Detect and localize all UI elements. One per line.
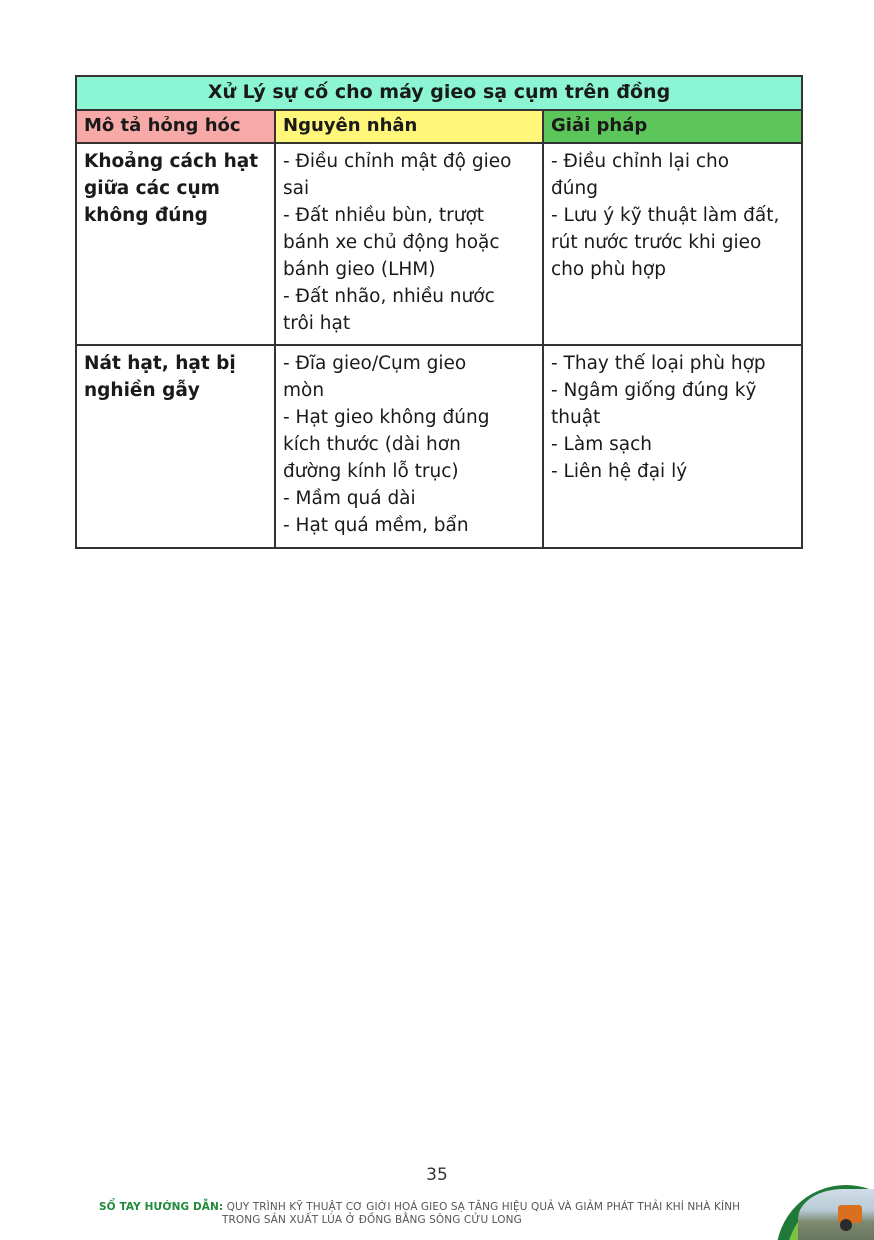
- row-2-cause: - Đĩa gieo/Cụm gieo mòn - Hạt gieo không đúng kích thước (dài hơn đường kính lỗ trục) - Mầm quá dài - Hạt quá mềm, bẩn: [275, 345, 543, 548]
- row-1-solution: - Điều chỉnh lại cho đúng - Lưu ý kỹ thuật làm đất, rút nước trước khi gieo cho phù hợp: [543, 143, 802, 345]
- footer-label: SỔ TAY HƯỚNG DẪN:: [99, 1201, 224, 1213]
- header-solution: Giải pháp: [543, 110, 802, 143]
- footer-title-line-2: TRONG SẢN XUẤT LÚA Ở ĐỒNG BẰNG SÔNG CỬU LONG: [222, 1214, 522, 1226]
- table-row: [76, 143, 802, 345]
- footer-title-line-1: QUY TRÌNH KỸ THUẬT CƠ GIỚI HOÁ GIEO SẠ TĂNG HIỆU QUẢ VÀ GIẢM PHÁT THẢI KHÍ NHÀ KÍNH: [226, 1201, 741, 1213]
- footer-field-photo-icon: [776, 1185, 874, 1240]
- header-cause: Nguyên nhân: [275, 110, 543, 143]
- row-2-solution: - Thay thế loại phù hợp - Ngâm giống đúng kỹ thuật - Làm sạch - Liên hệ đại lý: [543, 345, 802, 548]
- row-1-cause: - Điều chỉnh mật độ gieo sai - Đất nhiều bùn, trượt bánh xe chủ động hoặc bánh gieo (LHM) - Đất nhão, nhiều nước trôi hạt: [275, 143, 543, 345]
- footer: [99, 1201, 789, 1227]
- row-1-description: Khoảng cách hạt giữa các cụm không đúng: [76, 143, 275, 345]
- header-description: Mô tả hỏng hóc: [76, 110, 275, 143]
- row-2-description: Nát hạt, hạt bị nghiền gẫy: [76, 345, 275, 548]
- table-title: Xử Lý sự cố cho máy gieo sạ cụm trên đồng: [76, 76, 802, 110]
- table-row: [76, 345, 802, 548]
- page-number: 35: [426, 1165, 448, 1185]
- troubleshooting-table: [75, 75, 803, 549]
